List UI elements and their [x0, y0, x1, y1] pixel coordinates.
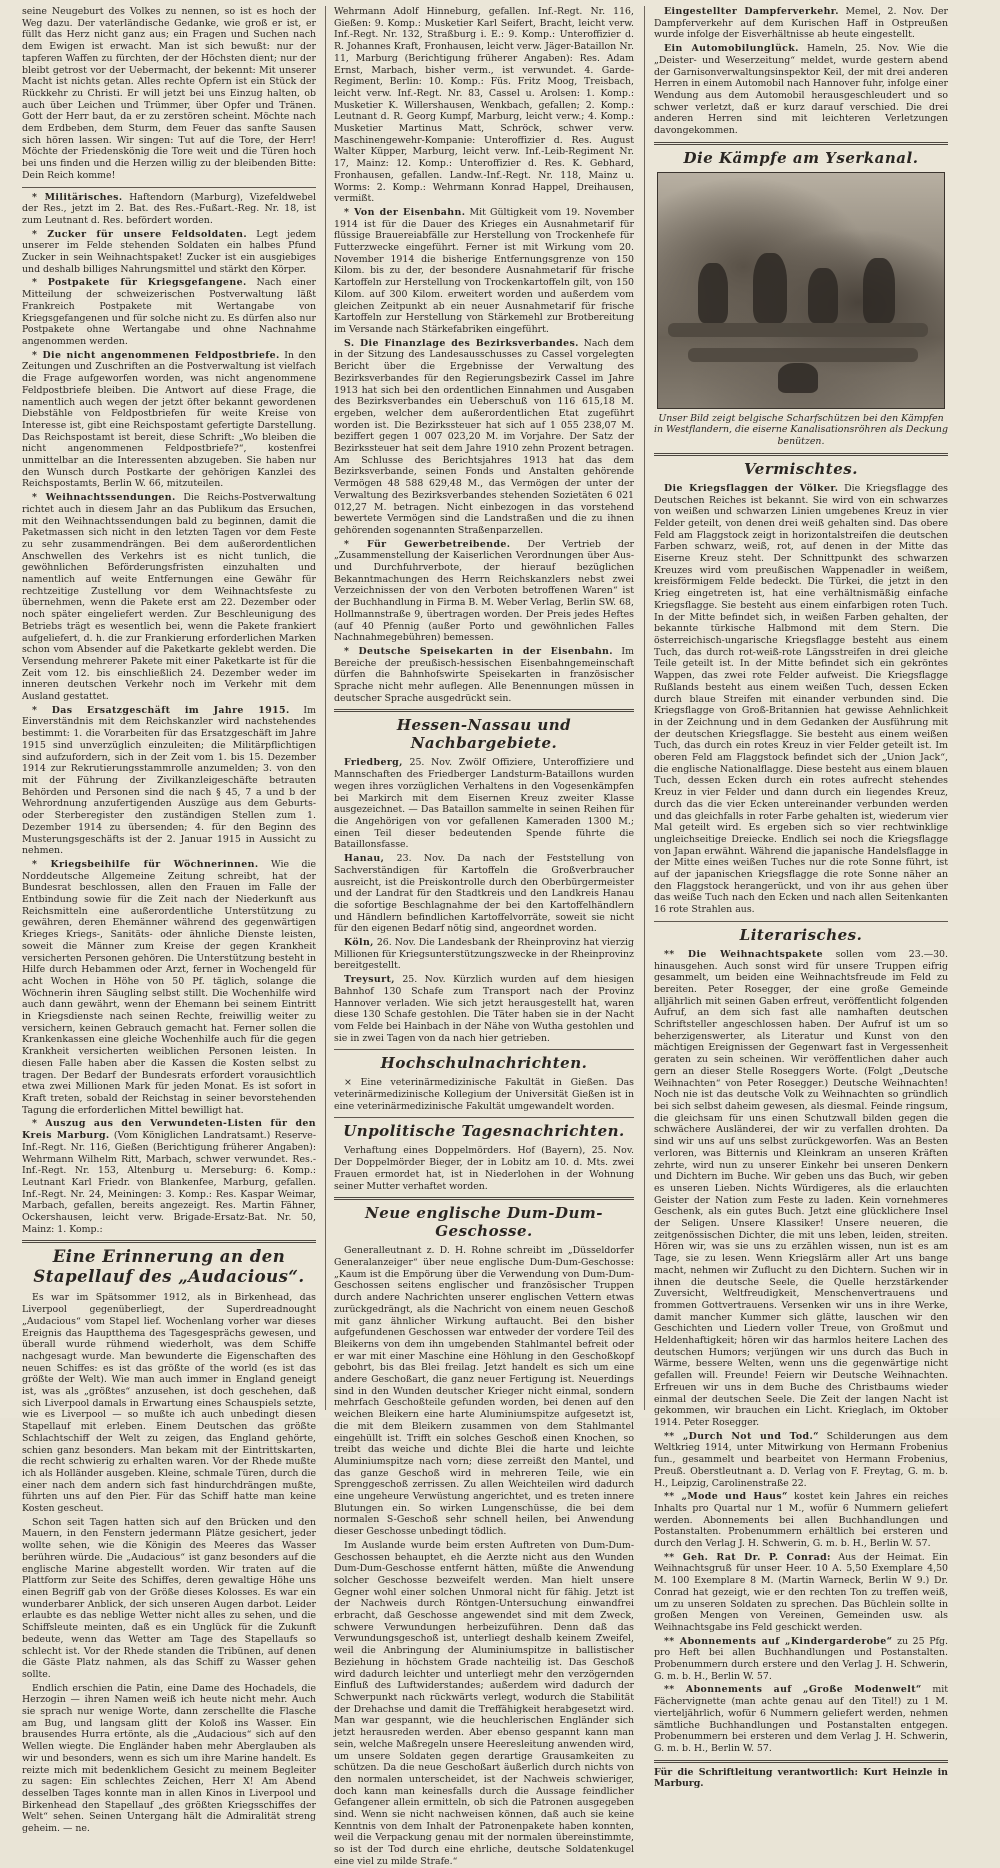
news-item — [22, 350, 316, 490]
article-paragraph: Es war im Spätsommer 1912, als in Birkenhead, das Liverpool gegenüberliegt, der Superdreadnought „Audacious“ vom Stapel lief. Wochenlang vorher war dieses Ereignis das Hauptthema des Tagesgesprächs gewesen, und überall wurde rühmend wiederholt, was dem Schiffe nachgesagt wurde. Man bewunderte die Eigenschaften des neuen Schiffes: es ist das größte of the world (es ist das größte der Welt). Wie man auch immer in England geneigt ist, was als „größtes“ anzusehen, ist doch geschehen, daß sich Liverpool damals in Erwartung eines Schauspiels setzte, wie es Liverpool — so mußte ich auch unbedingt diesen Stapellauf mit erleben. Einem Deutschen das größte Schlachtschiff der Welt zu zeigen, das England gehörte, schien ganz besonders. Man bekam mit der Eintrittskarten, die recht schwierig zu erhalten waren. Vor der Rhede mußte ich als Holländer ausgeben. Kleine, schmale Türen, durch die einer nach dem andern sich fast hindurchdrängen mußte, führten uns auf den Pier. Für das Schiff hatte man keine Kosten gescheut. — [22, 1292, 316, 1515]
article-paragraph: Endlich erschien die Patin, eine Dame des Hochadels, die Herzogin — ihren Namen weiß ich heute nicht mehr. Auch sie sprach nur wenige Worte, dann zerschellte die Flasche am Bug, und langsam glitt der Koloß ins Wasser. Ein brausendes Hurra ertönte, als die „Audacious“ sich auf den Wellen wiegte. Die Engländer haben mehr Aberglauben als wir und besonders, wenn es sich um ihre Marine handelt. Es reizte mich mit bedenklichem Gesicht zu meinem Begleiter zu sagen: Ein schlechtes Zeichen, Herr X! Am Abend desselben Tages konnte man in allen Kinos in Liverpool und Birkenhead den Stapellauf „des größten Kriegsschiffes der Welt“ sehen. Seinen Untergang hält die Admiralität streng geheim. — ne. — [22, 1682, 316, 1835]
column-middle — [334, 6, 635, 1867]
unpolitisch-item: Verhaftung eines Doppelmörders. Hof (Bayern), 25. Nov. Der Doppelmörder Bieger, der in Lobitz am 10. d. Mts. zwei Frauen ermordet hat, ist in Niederlohen in der Wohnung seiner Mutter verhaftet worden. — [334, 1145, 634, 1192]
news-item-keyword: * Auszug aus den Verwundeten-Listen für den Kreis Marburg. — [22, 1118, 316, 1142]
separator — [654, 453, 948, 456]
news-item — [334, 646, 634, 705]
regional-news-item — [334, 937, 634, 972]
separator — [334, 1049, 634, 1050]
regional-news-item-text: 26. Nov. Die Landesbank der Rheinprovinz hat vierzig Millionen für Kriegsunterstützungszwecke in der Rheinprovinz bereitgestellt. — [334, 937, 634, 972]
news-item-text: Memel, 2. Nov. Der Dampferverkehr auf dem Kurischen Haff in Ostpreußen wurde infolge der Eisverhältnisse ab heute eingestellt. — [654, 6, 948, 41]
section-headline-unpolitisch: Unpolitische Tagesnachrichten. — [343, 1122, 625, 1141]
separator — [22, 1240, 316, 1243]
intro-paragraph: seine Neugeburt des Volkes zu nennen, so ist es hoch der Weg dazu. Der vaterländische Gedanke, wie groß er ist, er füllt das Herz nicht ganz aus; ein Fragen und Suchen nach dem Ewigen ist erwacht. Man ist sich bewußt: nur der tapferen Waffen zu fürchten, der der Höchsten dient; nur der bleibt getrost vor der Uebermacht, der bekennt: Mit unserer Macht ist nichts getan. Alles rechte Opfern ist ein Stück der Rückkehr zu Christi. Er will jetzt bei uns Einzug halten, ob auch über Leichen und Trümmer, über Opfer und Tränen. Gott der Herr baut, da er zu zerstören scheint. Möchte nach dem Erdbeben, dem Sturm, dem Feuer das sanfte Sausen sich hören lassen. Wir singen: Tut auf die Tore, der Herr! Möchte der Friedenskönig die Tore weit und die Türen hoch bei uns finden und die Herzen willig zu der bleibenden Bitte: Dein Reich komme! — [22, 6, 316, 181]
regional-news-item-keyword: Hanau, — [344, 853, 385, 865]
news-item-keyword: Eingestellter Dampferverkehr. — [664, 6, 839, 17]
news-item-text: Wie die Norddeutsche Allgemeine Zeitung schreibt, hat der Bundesrat beschlossen, allen den Frauen im Falle der Entbindung sowie für die Zeit nach der Niederkunft aus Reichsmitteln eine außerordentliche Unterstützung zu gewähren, deren Ehemänner während des gegenwärtigen Krieges Kriegs-, Sanitäts- oder ähnliche Dienste leisten, soweit die Männer zum Kreise der gegen Krankheit versicherten Personen gehören. Die Unterstützung besteht in Hilfe durch Hebammen oder Arzt, ferner in Wochengeld für acht Wochen in Höhe von 50 Pf. täglich, solange die Wöchnerin ihren Säugling selbst stillt. Die Wochenhilfe wird auch dann gewährt, wenn der Ehemann bei seinem Eintritt in Kriegsdienste nach seinen Rechte, freiwillig weiter zu versichern, keinen Gebrauch gemacht hat. Ferner sollen die Krankenkassen eine gleiche Wochenhilfe auch für die gegen Krankheit versicherten weiblichen Personen leisten. In diesen Falle haben aber die Kassen die Kosten selbst zu tragen. Der Bedarf der Bundesrats erfordert vorausichtlich etwa zwei Millionen Mark für jeden Monat. Es ist sofort in Kraft treten, sobald der Reichstag in seiner bevorstehenden Tagung die erforderlichen Mittel bewilligt hat. — [22, 858, 316, 1116]
article-body-audacious — [22, 1292, 316, 1834]
news-item-keyword: * Weihnachtssendungen. — [32, 492, 176, 504]
literarisches-item — [654, 1491, 948, 1550]
news-item-keyword: * Kriegsbeihilfe für Wöchnerinnen. — [32, 858, 259, 870]
news-item-text: Nach einer Mitteilung der schweizerischen Postverwaltung läßt Frankreich Postpakete mit Wertangabe von Kriegsgefangenen und für solche nicht zu. Es dürfen also nur Postpakete ohne Wertangabe und ohne Nachnahme angenommen werden. — [22, 277, 316, 347]
casualty-list-continued: Wehrmann Adolf Hinneburg, gefallen. Inf.-Regt. Nr. 116, Gießen: 9. Komp.: Musketier Karl Seifert, Bracht, leicht verw. Inf.-Regt. Nr. 132, Straßburg i. E.: 9. Komp.: Unteroffizier d. R. Johannes Kraft, Fronhausen, leicht verw. Jäger-Bataillon Nr. 11, Marburg (Berichtigung früherer Angaben): Res. Adam Ernst, Marbach, bisher verm., ist verwundet. 4. Garde-Regiment, Berlin: 10. Komp.: Füs. Fritz Moog, Treisbach, leicht verw. Inf.-Regt. Nr. 83, Cassel u. Arolsen: 1. Komp.: Musketier K. Willershausen, Wenkbach, gefallen; 2. Komp.: Leutnant d. R. Georg Kumpf, Marburg, leicht verw.; 4. Komp.: Musketier Martinus Matt, Schröck, schwer verw. Maschinengewehr-Kompanie: Unteroffizier d. Res. August Walter Küpper, Marburg, leicht verw. Inf.-Leib-Regiment Nr. 17, Mainz: 12. Komp.: Unteroffizier d. Res. K. Gebhard, Fronhausen, gefallen. Landw.-Inf.-Regt. Nr. 118, Mainz u. Worms: 2. Komp.: Wehrmann Konrad Happel, Dreihausen, vermißt. — [334, 6, 634, 205]
short-news-list — [654, 6, 948, 137]
news-item-text: In den Zeitungen und Zuschriften an die Postverwaltung ist vielfach die Frage aufgeworfen worden, was nicht angenommene Feldpostbriefe bleiben. Die Antwort auf diese Frage, die namentlich auch wegen der jetzt öfter bekannt gewordenen Diebstähle von Feldpostbriefen für weite Kreise von Interesse ist, gibt eine Reichspostamt gefertigte Darstellung. Das Reichspostamt ist bereit, diese Schrift: „Wo bleiben die nicht angenommenen Feldpostbriefe?“, kostenfrei unmittelbar an die Interessenten abzugeben. Sie haben nur den Wunsch durch Postkarte der gehörigen Kanzlei des Reichspostamts, Berlin W. 66, mitzuteilen. — [22, 349, 317, 490]
vermischtes-list — [654, 483, 948, 916]
news-item-text: Nach dem in der Sitzung des Landesausschusses zu Cassel vorgelegten Bericht über die Ergebnisse der Verwaltung des Bezirksverbandes für den Regierungsbezirk Cassel im Jahre 1913 hat sich bei den ordentlichen Einnahmen und Ausgaben des Bezirksverbandes ein Ueberschuß von 116 615,18 M. ergeben, welcher dem außerordentlichen Etat zugeführt worden ist. Die Bezirkssteuer hat sich auf 1 055 238,07 M. beziffert gegen 1 007 023,20 M. im Vorjahre. Der Satz der Bezirkssteuer hat seit dem Jahre 1910 zehn Prozent betragen. Am Schlusse des Berichtsjahres 1913 hat das dem Bezirksverbande, seinen Fonds und Anstalten gehörende Vermögen 48 588 629,48 M., das Vermögen der unter der Verwaltung des Bezirksverbandes stehenden Sozietäten 6 021 012,27 M. betragen. Nicht einbezogen in das vorstehend bewertete Vermögen sind die Landstraßen und die zu ihnen gehörenden sogenannten Straßenparzellen. — [334, 337, 634, 536]
news-item — [22, 277, 316, 347]
literarisches-item-text: zu 25 Pfg. pro Heft bei allen Buchhandlungen und Postanstalten. Probenummern durch erstere und den Verlag J. H. Schwerin, G. m. b. H., Berlin W. 57. — [654, 1635, 949, 1682]
responsible-editor-line — [654, 1767, 948, 1790]
news-item-text: Haftendorn (Marburg), Vizefeldwebel der Res., jetzt im 2. Bat. des Res.-Fußart.-Reg. Nr. 18, ist zum Leutnant d. Res. befördert worden. — [22, 191, 316, 226]
literarisches-item-keyword: ** Die Weihnachtspakete — [664, 948, 824, 960]
news-item — [22, 192, 316, 227]
literarisches-item-text: kostet kein Jahres ein reiches Inhalts pro Quartal nur 1 M., wofür 6 Nummern geliefert werden. Abonnements bei allen Buchhandlungen und Postanstalten. Probenummern erhältlich bei ersteren und durch den Verlag J. H. Schwerin, G. m. b. H., Berlin W. 57. — [654, 1491, 949, 1550]
regional-news-item-text: 25. Nov. Kürzlich wurden auf dem hiesigen Bahnhof 130 Schafe zum Transport nach der Provinz Hannover verladen. Wie sich jetzt herausgestellt hat, waren diese 130 Schafe gestohlen. Die Täter haben sie in der Nacht vom Felde bei Hainbach in der Nähe von Wutha gestohlen und sie in zwei Tagen von da nach hier getrieben. — [334, 974, 634, 1044]
regional-news-item-text: 25. Nov. Zwölf Offiziere, Unteroffiziere und Mannschaften des Friedberger Landsturm-Bataillons wurden wegen ihres vorzüglichen Verhaltens in den Vogesenkämpfen bei Markirch mit dem Eisernen Kreuz zweiter Klasse ausgezeichnet. — Das Bataillon sammelte in seinen Reihen für die Angehörigen von vor gefallenen Kameraden 1300 M.; einen Teil dieser bedeutenden Spende führte die Bataillonsfasse. — [334, 757, 634, 851]
article-paragraph: Im Auslande wurde beim ersten Auftreten von Dum-Dum-Geschossen behauptet, eh die Aerzte nicht aus den Wunden Dum-Dum-Geschosse entfernt hätten, müßte die Anwendung solcher Geschosse bezweifelt werden. Man hielt unsere Gegner wohl einer solchen Unmoral nicht für fähig. Jetzt ist der Nachweis durch Röntgen-Untersuchung einwandfrei erbracht, daß Geschosse angewendet sind mit dem Zweck, schwere Verwundungen herbeizuführen. Denn daß das Verwundungsgeschoß ist, unterliegt deshalb keinem Zweifel, weil die Anbringung der Aluminiumspitze in ballistischer Beziehung in höchstem Grade nachteilig ist. Das Geschoß wird dadurch leichter und unterliegt mehr den verzögernden Einfluß des Luftwiderstandes; außerdem wird dadurch der Schwerpunkt nach rückwärts verlegt, wodurch die Stabilität der Drehachse und damit die Treffähigkeit herabgesetzt wird. Man war gespannt, wie die heuchlerischen Engländer sich jetzt herausreden werden. Aber ebenso gespannt kann man sein, welche Maßregeln unsere Heeresleitung anwenden wird, um unsere Soldaten gegen derartige Grausamkeiten zu schützen. Da die neue Geschoßart äußerlich durch nichts von den normalen unterscheidet, ist der Nachweis schwieriger, doch kann man keinesfalls durch die Aussage feindlicher Gefangener allein ermitteln, ob sich die Patronen ausgegeben sind. Wenn sie nicht nachweisen können, daß auch sie keine Kenntnis von dem Inhalt der Patronenpakete haben konnten, weil die Verpackung genau mit der normalen übereinstimmte, so ist der Tod durch eine ehrliche, deutsche Soldatenkugel eine viel zu milde Strafe.“ — [334, 1539, 634, 1867]
section-headline-vermischtes: Vermischtes. — [744, 459, 858, 478]
news-item — [334, 207, 634, 336]
literarisches-item — [654, 1431, 948, 1490]
regional-news-item — [334, 974, 634, 1044]
news-item-text: Hameln, 25. Nov. Wie die „Deister- und Weserzeitung“ meldet, wurde gestern abend der Garnisonverwaltungsinspektor Keil, der mit drei anderen Herren in einem Automobil nach Hannover fuhr, infolge einer Wendung aus dem Automobil herausgeschleudert und so schwer verletzt, daß er kurz darauf verschied. Die drei anderen Herren sind mit leichteren Verletzungen davongekommen. — [654, 43, 949, 137]
regional-news-item — [334, 853, 634, 935]
photo-soldier-figure — [698, 263, 728, 323]
literarisches-item-keyword: ** Geh. Rat Dr. P. Conrad: — [664, 1551, 831, 1563]
regional-news-item-keyword: Köln, — [344, 937, 374, 949]
news-item — [22, 1118, 316, 1235]
literarisches-list — [654, 949, 948, 1755]
editor-name: Kurt Heinzle in Marburg. — [654, 1766, 948, 1790]
literarisches-item-text: Schilderungen aus dem Weltkrieg 1914, unter Mitwirkung von Hermann Frobenius fun., gesammelt und bearbeitet von Hermann Frobenius, Preuß. Oberstleutnant a. D. Verlag von F. Freytag, G. m. b. H., Leipzig, Carolinenstraße 22. — [654, 1430, 948, 1489]
news-item-text: Legt jedem unserer im Felde stehenden Soldaten ein halbes Pfund Zucker in sein Weihnachtspaket! Zucker ist ein ausgiebiges und deshalb billiges Nahrungsmittel und stärkt den Körper. — [22, 228, 316, 275]
photo-soldier-figure — [753, 253, 787, 323]
photo-soldier-figure — [808, 268, 838, 323]
section-headline-hochschul: Hochschulnachrichten. — [380, 1054, 588, 1073]
literarisches-item — [654, 1552, 948, 1634]
separator — [654, 142, 948, 145]
column-right — [654, 6, 949, 1790]
regional-news-item-keyword: Friedberg, — [344, 757, 403, 769]
article-paragraph: Schon seit Tagen hatten sich auf den Brücken und den Mauern, in den Fenstern jedermann Plätze gesichert, jeder wollte sehen, wie die Königin des Meeres das Wasser berühren würde. Die „Audacious“ ist ganz besonders auf die englische Marine abgestellt worden. Wir traten auf die Plattform zur Seite des Schiffes, deren gewaltige Höhe uns einen Begriff gab von der Größe dieses Kolosses. Es war ein wunderbarer Anblick, der sich unseren Augen darbot. Leider erlaubte es das neblige Wetter nicht alles zu sehen, und die Schiffsleute meinten, daß es ein Unglück für die Zukunft bedeute, wenn das Wetter am Tage des Stapellaufs so schlecht ist. Vor der Rhede standen die Tribünen, auf denen die Gäste Platz nahmen, als das Schiff zu Wasser gehen sollte. — [22, 1516, 316, 1680]
photo-caption: Unser Bild zeigt belgische Scharfschützen bei den Kämpfen in Westflandern, die eiserne Kanalisationsröhren als Deckung benützen. — [654, 412, 948, 448]
news-item — [22, 229, 316, 276]
photo-soldier-figure — [778, 363, 818, 393]
news-item — [22, 859, 316, 1116]
column-left — [22, 6, 317, 1835]
literarisches-item — [654, 949, 948, 1429]
article-headline-audacious: Eine Erinnerung an den Stapellauf des „Audacious“. — [33, 1247, 305, 1287]
separator — [334, 709, 634, 712]
literarisches-item-text: Aus der Heimat. Ein Weihnachtsgruß für unser Heer. 10 A. 5,50 Exemplare 4,50 M. 100 Exemplare 8 M. (Martin Warneck, Berlin W 9.) Dr. Conrad hat gezeigt, wie er den rechten Ton zu treffen weiß, um zu unseren Soldaten zu sprechen. Das Büchlein sollte in großen Mengen von Vereinen, Gemeinden usw. als Weihnachtsgabe ins Feld geschickt werden. — [654, 1551, 949, 1633]
news-item-keyword: * Das Ersatzgeschäft im Jahre 1915. — [32, 704, 290, 716]
regional-news-item-keyword: Treysurt, — [344, 974, 395, 986]
literarisches-item-keyword: ** Abonnements auf „Große Modenwelt“ — [664, 1684, 922, 1696]
news-item-text: Die Reichs-Postverwaltung richtet auch in diesem Jahr an das Publikum das Ersuchen, mit den Weihnachtssendungen bald zu beginnen, damit die Paketmassen sich nicht in den letzten Tagen vor dem Feste zu sehr zusammendrängen. Bei dem außerordentlichen Anschwellen des Verkehrs ist es nicht tunlich, die gewöhnlichen Beförderungsfristen einzuhalten und namentlich auf weite Entfernungen eine Gewähr für rechtzeitige Zustellung vor dem Weihnachtsfeste zu übernehmen, wenn die Pakete erst am 22. Dezember oder noch später eingeliefert werden. Zur Beschleunigung des Betriebs trägt es wesentlich bei, wenn die Pakete frankiert aufgeliefert, d. h. die zur Frankierung erforderlichen Marken schon vom Absender auf die Paketkarte geklebt werden. Die Versendung mehrerer Pakete mit einer Paketkarte ist für die Zeit vom 12. bis einschließlich 24. Dezember weder im inneren deutschen Verkehr noch im Verkehr mit dem Ausland gestattet. — [22, 492, 316, 703]
news-item-keyword: * Deutsche Speisekarten in der Eisenbahn. — [344, 645, 613, 657]
vermischtes-item-keyword: Die Kriegsflaggen der Völker. — [664, 482, 839, 494]
column-rule-left — [325, 6, 326, 1410]
local-news-list — [334, 207, 634, 705]
news-item-keyword: * Postpakete für Kriegsgefangene. — [32, 277, 247, 289]
literarisches-item-keyword: ** Abonnements auf „Kindergarderobe“ — [664, 1635, 893, 1647]
vermischtes-item — [654, 483, 948, 916]
article-paragraph: Generalleutnant z. D. H. Rohne schreibt im „Düsseldorfer Generalanzeiger“ über neue englische Dum-Dum-Geschosse: „Kaum ist die Empörung über die Verwendung von Dum-Dum-Geschossen seitens englischer und französischer Truppen durch andere Nachrichten unserer englischen Vettern etwas zurückgedrängt, als die Nachricht von einem neuen Geschoß mit ganz ähnlicher Wirkung auftaucht. Bei den bisher aufgefundenen Geschossen war entweder der vordere Teil des Bleikerns von dem ihn umgebenden Stahlmantel befreit oder er war mit einer Maschine eine Höhlung in den Geschoßkopf gebohrt, bis das Blei freilag. Jetzt handelt es sich um eine andere Geschoßart, die ganz neuer Fertigung ist. Neuerdings sind in den Wunden deutscher Krieger nicht einmal, sondern mehrfach Geschoßteile gefunden worden, bei denen auf den weichen Bleikern eine harte Aluminiumspitze aufgesetzt ist, die mit dem Bleikern zusammen von dem Stahlmantel eingehüllt ist. Trifft ein solches Geschoß einen Knochen, so treibt das weiche und dichte Blei die harte und leichte Aluminiumspitze nach vorn; diese zerreißt den Mantel, und das ganze Geschoß wird in mehreren Teile, wie ein Sprenggeschoß zerrissen. Zu allen Weichteilen wird dadurch eine ungeheure Verwüstung angerichtet, und es treten innere Blutungen ein. So wirken Lungenschüsse, die bei dem normalen S-Geschoß sehr schnell heilen, bei Anwendung dieser Geschosse unbedingt tödlich. — [334, 1245, 634, 1538]
news-item — [334, 539, 634, 644]
vermischtes-item-text: Die Kriegsflagge des Deutschen Reiches ist bekannt. Sie wird von ein schwarzes von weißen und schwarzen Linien umgebenes Kreuz in vier Felder geteilt, von denen drei weiß gehalten sind. Das obere Feld am Flaggstock zeigt in horizontalstreifen die deutschen Farben schwarz, weiß, rot, auf denen in der Mitte das Eiserne Kreuz steht. Der Schnittpunkt des schwarzen Kreuzes wird vom preußischen Wappenadler in weißem, kreisförmigem Felde bedeckt. Die Türkei, die jetzt in den Krieg eingetreten ist, hat eine verhältnismäßig einfache Kriegsflagge. Sie besteht aus einem einfarbigen roten Tuch. In der Mitte befindet sich, in weißen Farben gehalten, der bekannte türkische Halbmond mit dem Stern. Die österreichisch-ungarische Kriegsflagge besteht aus einem Tuch, das durch rot-weiß-rote Längsstreifen in drei gleiche Teile geteilt ist. In der Mitte befindet sich ein gekröntes Wappen, das zwei rote Felder aufweist. Die Kriegsflagge Rußlands besteht aus einem weißen Tuch, dessen Ecken durch blaue Streifen mit einander verbunden sind. Die Kriegsflagge von Groß-Britannien hat gewisse Aehnlichkeit in der Zeichnung und in dem Gedanken der Ausführung mit der deutschen Kriegsflagge. Sie besteht aus einem weißen Tuch, das durch ein rotes Kreuz in vier Felder geteilt ist. Im oberen Feld am Flaggstock befindet sich der „Union Jack“, die englische Nationalflagge. Diese besteht aus einem blauen Tuch, dessen Ecken durch ein rotes aufrecht stehendes Kreuz in vier Felder und dann durch ein liegendes Kreuz, durch das die vier Ecken untereinander verbunden werden und das gleichfalls in roter Farbe gehalten ist, wiederum vier Mal geteilt wird. Es ergeben sich so vier rechtwinklige ungleichseitige Dreiecke. Endlich sei noch die Kriegsflagge von Japan erwähnt. Während die japanische Handelsflagge in der Mitte eines weißen Tuches nur die rote Sonne führt, ist auf der japanischen Kriegsflagge die rote Sonne näher an den Flaggstock herangerückt, und von ihr aus gehen über das weiße Tuch nach den Ecken und nach allen Seitenkanten 16 rote Strahlen aus. — [654, 482, 948, 916]
literarisches-item-text: sollen vom 23.—30. hinausgehen. Auch sonst wird für unsere Truppen eifrig gesammelt, um beiden eine Weihnachtsfreude im Feld zu bereiten. Peter Rosegger, der eine große Gemeinde alljährlich mit seinen Gaben erfreut, veröffentlicht folgenden Aufruf, an dem sich fast alle namhaften deutschen Schriftsteller angeschlossen haben. Der Aufruf ist um so beherzigenswerter, als Literatur und Kunst von den mächtigen Ereignissen der Gegenwart fast in Vergessenheit geraten zu sein scheinen. Wir veröffentlichen daher auch gern an dieser Stelle Roseggers Worte. (Folgt „Deutsche Weihnachten“ von Peter Rosegger.) Deutsche Weihnachten! Noch nie ist das deutsche Volk zu Weihnachten so gründlich bei sich selbst daheim gewesen, als diesmal. Feinde ringsum, die gleichsam für uns einen Schutzwall bilden gegen die schwächere Ausländerei, der wir zu verfallen drohten. Da sind wir uns auf uns selbst zurückgeworfen. Was an Besten verloren, was Bitternis und Kleinkram an unseren Kräften zehrte, wird nun zu unserer Einkehr bei unseren Denkern und Dichtern im Buche. Wir geben uns das Buch, wir geben es unseren Lieben. Nichts Würdigeres, als die erlauchten Geister der Nation zum Feste zu laden. Kein vornehmeres Geschenk, als ein gutes Buch. Jetzt eine glücklichere Insel der Seligen. Unsere Klassiker! Unsere neueren, die zeitgenössischen Dichter, die mit uns leben, leiden, streiten. Hören wir, was sie uns zu erzählen wissen, nun ist es am Tage, sie zu lesen. Wenn Kriegslärm aller Art uns bange macht, nehmen wir Zuflucht zu den Dichtern. Suchen wir in ihnen die deutsche Seele, die Quelle herzstärkender Zuversicht, Weltfreudigkeit, Menschenvertrauens und frommen Gottvertrauens. Versenken wir uns in ihre Werke, damit mancher Kummer sich glätte, lauschen wir den Geschichten und Liedern voller Treue, von Großmut und Heldenhaftigkeit; hören wir das harmlos heitere Lachen des deutschen Humors; verjüngen wir uns durch das Buch in Wärme, bessere Welten, wenn uns die gegenwärtige nicht gefallen will. Freunde! Feiern wir Deutsche Weihnachten. Erfreuen wir uns in dem Buche des Christbaums wieder einmal der deutschen Seele. Die Zeit der langen Nacht ist gekommen, wir brauchen ein Licht. Krieglach, im Oktober 1914. Peter Rosegger. — [654, 948, 948, 1428]
photo-soldier-figure — [863, 258, 895, 323]
news-item — [22, 705, 316, 857]
news-item-text: Der Vertrieb der „Zusammenstellung der Kaiserlichen Verordnungen über Aus- und Durchfuhrverbote, der hierauf bezüglichen Bekanntmachungen des Herrn Reichskanzlers nebst zwei Verzeichnissen der von den Verboten betroffenen Waren“ ist der Buchhandlung in Firma B. M. Weber Verlag, Berlin SW. 68, Hollmannstraße 9, übertragen worden. Der Preis jedes Heftes (auf 40 Pfennig (außer Porto und gewöhnlichen Falles Nachnahmegebühren) bemessen. — [334, 538, 634, 644]
news-item-keyword: * Militärisches. — [32, 191, 123, 203]
literarisches-item-keyword: ** „Mode und Haus“ — [664, 1491, 788, 1503]
literarisches-item — [654, 1684, 948, 1754]
article-body-dumdum — [334, 1245, 634, 1867]
separator — [654, 921, 948, 922]
news-item-text: Mit Gültigkeit vom 19. November 1914 ist für die Dauer des Krieges ein Ausnahmetarif für flüssige Brauereiabfälle zur Herstellung von Trockenhefe für Futterzwecke eingeführt. Ferner ist mit Wirkung vom 20. November 1914 die bisherige Entfernungsgrenze von 150 Kilom. bis zu der, der besondere Ausnahmetarif für frische Kartoffeln zur Herstellung von Trockenkartoffeln gilt, von 150 Kilom. auf 300 Kilom. erweitert worden und außerdem vom gleichen Zeitpunkt ab ein neuer Ausnahmetarif für frische Kartoffeln zur Herstellung von Stärkemehl zur Brotbereitung im Versande nach Stärkefabriken eingeführt. — [334, 206, 634, 335]
separator — [654, 1760, 948, 1763]
news-item-text: Im Bereiche der preußisch-hessischen Eisenbahngemeinschaft dürfen die Bahnhofswirte Speisekarten in französischer Sprache nicht mehr auflegen. Alle Benennungen müssen in deutscher Sprache ausgedrückt sein. — [334, 645, 634, 704]
news-item — [654, 43, 948, 137]
photo-pipe — [688, 348, 918, 362]
news-item — [654, 6, 948, 41]
photo-belgian-sharpshooters — [657, 172, 945, 409]
local-news-list — [22, 192, 316, 1236]
news-item-text: (Vom Königlichen Landratsamt.) Reserve-Inf.-Regt. Nr. 116, Gießen (Berichtigung früherer Angaben): Wehrmann Wilhelm Ritt, Marbach, schwer verwundet. Res.-Inf.-Regt. Nr. 153, Altenburg u. Merseburg: 6. Komp.: Leutnant Karl Friedr. von Blankenfee, Marburg, gefallen. Inf.-Regt. Nr. 24, Meiningen: 3. Komp.: Res. Kaspar Weimar, Marbach, gefallen, bereits angezeigt. Res. Martin Fähner, Ockershausen, leicht verw. Brigade-Ersatz-Bat. Nr. 50, Mainz: 1. Komp.: — [22, 1130, 317, 1235]
editor-label: Für die Schriftleitung verantwortlich: — [654, 1766, 858, 1778]
news-item-keyword: Ein Automobilunglück. — [664, 43, 799, 55]
news-item — [22, 492, 316, 703]
literarisches-item-keyword: ** „Durch Not und Tod.“ — [664, 1430, 819, 1442]
separator — [22, 187, 316, 188]
literarisches-item — [654, 1636, 948, 1683]
hochschul-item: × Eine veterinärmedizinische Fakultät in Gießen. Das veterinärmedizinische Kollegium der Universität Gießen ist in eine veterinärmedizinische Fakultät umgewandelt worden. — [334, 1077, 634, 1112]
section-headline-literarisches: Literarisches. — [739, 925, 863, 944]
news-item — [334, 338, 634, 537]
photo-headline-yserkanal: Die Kämpfe am Yserkanal. — [683, 148, 919, 167]
news-item-keyword: S. Die Finanzlage des Bezirksverbandes. — [344, 337, 579, 349]
news-item-text: Im Einverständnis mit dem Reichskanzler wird nachstehendes bestimmt: 1. die Vorarbeiten für das Ersatzgeschäft im Jahre 1915 sind unverzüglich einzuleiten; die Militärpflichtigen sind aufzufordern, sich in der Zeit vom 1. bis 15. Dezember 1914 zur Rekrutierungsstammrolle anzumelden; 3. von den mit der Führung der Zivilkanzleigeschäfte betrauten Behörden und Personen sind die nach § 45, 7 a und b der Wehrordnung anzufertigenden Auszüge aus dem Geburts- oder Sterberegister den zuständigen Stellen zum 1. Dezember 1914 zu übersenden; 4. für den Beginn des Musterungsgeschäfts ist der 2. Januar 1915 in Aussicht zu nehmen. — [22, 704, 316, 857]
article-headline-dumdum: Neue englische Dum-Dum-Geschosse. — [364, 1204, 604, 1241]
photo-pipe — [668, 323, 928, 337]
news-item-keyword: * Zucker für unsere Feldsoldaten. — [32, 228, 247, 240]
regional-news-item — [334, 757, 634, 851]
news-item-keyword: * Die nicht angenommenen Feldpostbriefe. — [32, 349, 280, 361]
separator — [334, 1197, 634, 1200]
separator — [334, 1117, 634, 1118]
hessen-news-list — [334, 757, 634, 1044]
news-item-keyword: * Von der Eisenbahn. — [344, 206, 466, 218]
literarisches-item-text: mit Fächervignette (man achte genau auf den Titel!) zu 1 M. vierteljährlich, wofür 6 Nummern geliefert werden, nehmen sämtliche Buchhandlungen und Postanstalten entgegen. Probenummern bei ersteren und dem Verlag J. H. Schwerin, G. m. b. H., Berlin W. 57. — [654, 1684, 948, 1754]
news-item-keyword: * Für Gewerbetreibende. — [344, 538, 511, 550]
column-rule-right — [644, 6, 645, 1410]
section-headline-hessen: Hessen-Nassau und Nachbargebiete. — [396, 716, 572, 753]
regional-news-item-text: 23. Nov. Da nach der Feststellung von Sachverständigen für Kartoffeln die Großverbraucher ausreicht, ist die Preiskontrolle durch den Oberbürgermeister und der Landrat für den Stadtkreis und den Landkreis Hanau die sofortige Beschlagnahme der bei den Kartoffelhändlern und Händlern befindlichen Kartoffelvorräte, soweit sie nicht für den eigenen Bedarf nötig sind, angeordnet worden. — [334, 853, 635, 935]
